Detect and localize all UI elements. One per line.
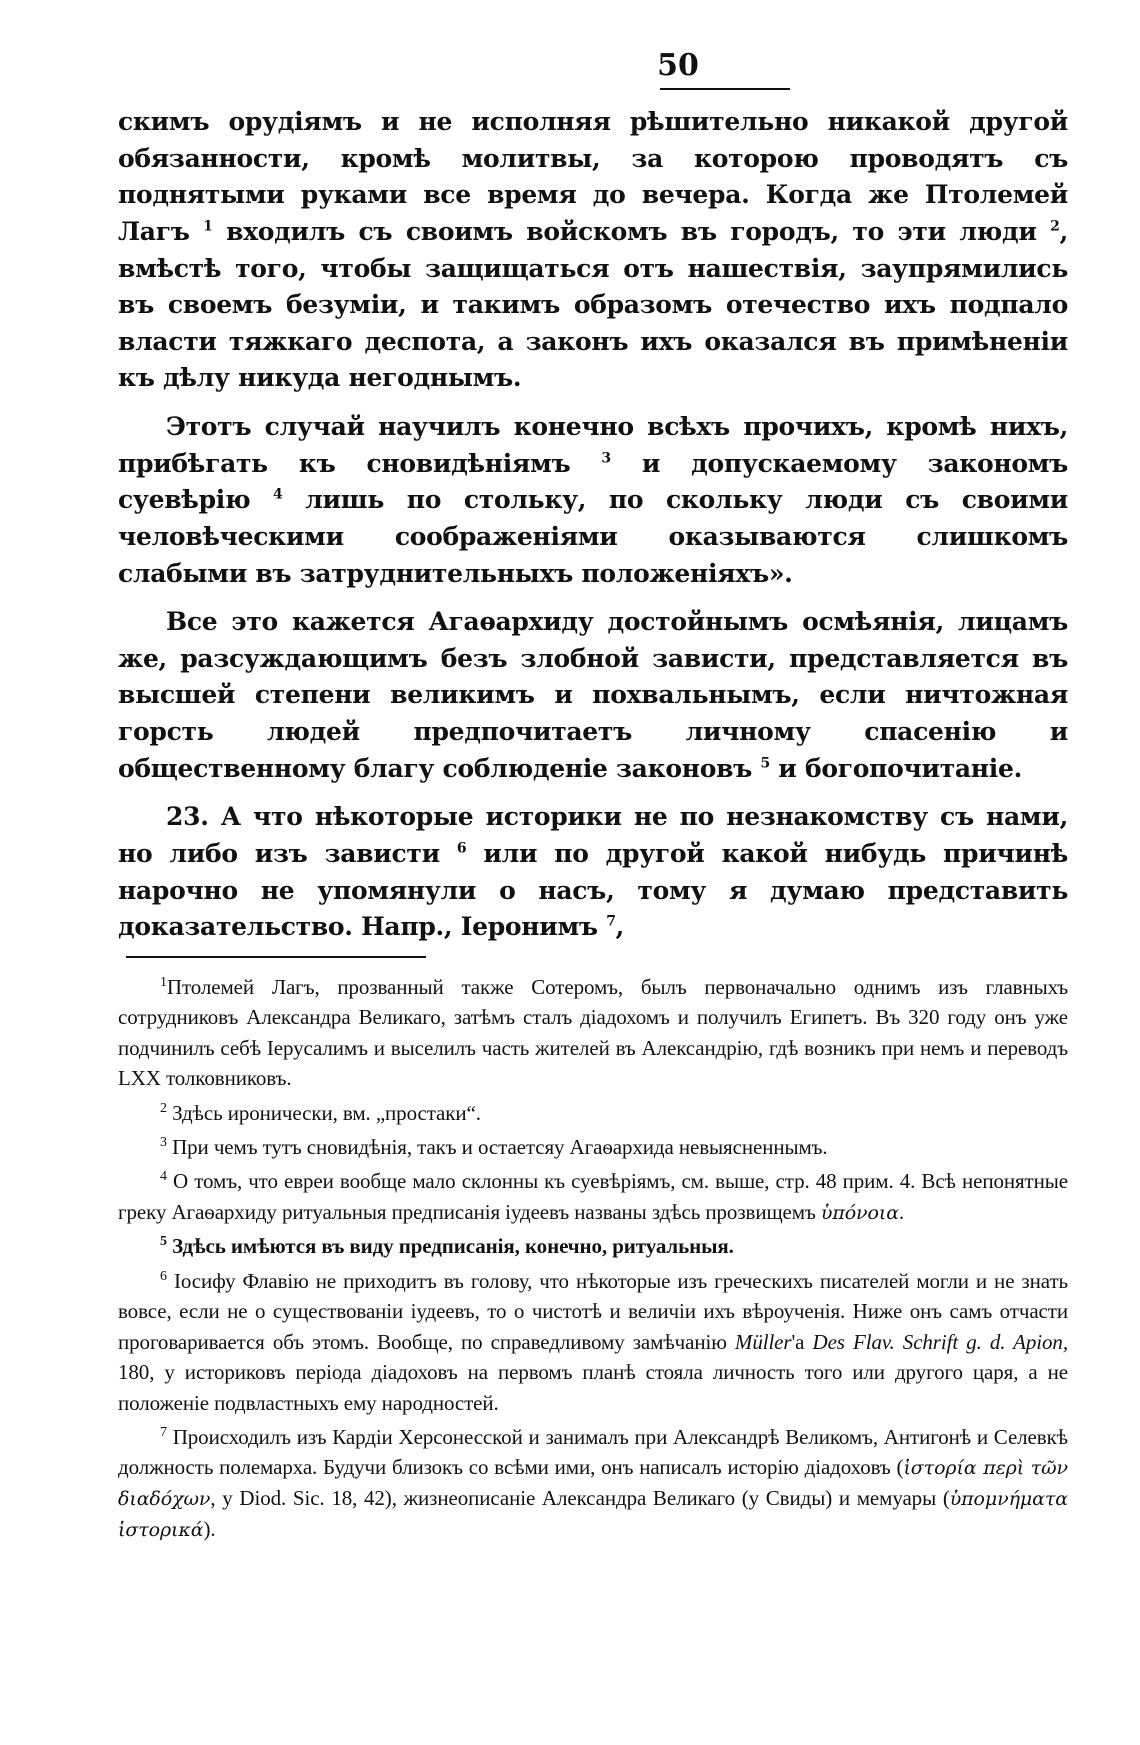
paragraph-1: скимъ орудіямъ и не исполняя рѣшительно никакой другой обязанности, кромѣ молитвы, за которою проводятъ съ поднятыми руками все время до вечера. Когда же Птолемей Лагъ $^1$ входилъ съ своимъ войскомъ въ городъ, то эти люди $^2$, вмѣстѣ того, чтобы защищаться отъ нашествія, заупрямились въ своемъ безуміи, и такимъ образомъ отечество ихъ подпало власти тяжкаго деспота, а законъ ихъ оказался въ примѣненіи къ дѣлу никуда негоднымъ. xyxy=(118,107,1069,393)
footnote-divider xyxy=(126,956,426,958)
paragraph-3: Все это кажется Агаѳархиду достойнымъ осмѣянія, лицамъ же, разсуждающимъ безъ злобной зависти, представляется въ высшей степени великимъ и похвальнымъ, если ничтожная горсть людей предпочитаетъ личному спасенію и общественному благу соблюденіе законовъ $^5$ и богопочитаніе. xyxy=(118,607,1068,783)
footnote-1: $^1$Птолемей Лагъ, прозванный также Сотеромъ, былъ первоначально однимъ изъ главныхъ сотрудниковъ Александра Великаго, затѣмъ сталъ діадохомъ и получилъ Египетъ. Въ 320 году онъ уже подчинилъ себѣ Іерусалимъ и выселилъ часть жителей въ Александрію, гдѣ возникъ при немъ и переводъ LXX толковниковъ. xyxy=(118,974,1068,1091)
footnote-6: $^6$ Іосифу Флавію не приходитъ въ голову, что нѣкоторые изъ греческихъ писателей могли и не знать вовсе, если не о существованіи іудеевъ, то о чистотѣ и величіи ихъ вѣроученія. Ниже онъ самъ отчасти проговаривается объ этомъ. Вообще, по справедливому замѣчанію Müller'а Des Flav. Schrift g. d. Apion, 180, у историковъ періода діадоховъ на первомъ планѣ стояла личность того или другого царя, а не положеніе подвластныхъ ему народностей. xyxy=(118,1268,1069,1415)
footnote-5: $^5$ Здѣсь имѣются въ виду предписанія, конечно, ритуальныя. xyxy=(160,1234,734,1259)
footnotes xyxy=(118,972,1068,1544)
paragraph-2: Этотъ случай научилъ конечно всѣхъ прочихъ, кромѣ нихъ, прибѣгать къ сновидѣніямъ $^3$ и допускаемому закономъ суевѣрію $^4$ лишь по стольку, по скольку люди съ своими человѣческими соображеніями оказываются слишкомъ слабыми въ затруднительныхъ положеніяхъ». xyxy=(118,412,1069,588)
footnote-ref-5[interactable]: 5 xyxy=(760,755,770,772)
footnote-ref-2[interactable]: 2 xyxy=(1050,218,1060,235)
footnote-ref-1[interactable]: 1 xyxy=(203,218,213,235)
footnote-ref-4[interactable]: 4 xyxy=(273,486,283,503)
main-text xyxy=(118,104,1068,946)
section-number: 23. xyxy=(166,802,209,832)
footnote-ref-6[interactable]: 6 xyxy=(456,840,467,857)
paragraph-4: 23. А что нѣкоторые историки не по незнакомству съ нами, но либо изъ зависти $^6$ или по другой какой нибудь причинѣ нарочно не упомянули о насъ, тому я думаю представить доказательство. Напр., Іеронимъ $^7$, xyxy=(118,802,1068,942)
footnote-ref-7[interactable]: 7 xyxy=(606,913,616,930)
footnote-4: $^4$ О томъ, что евреи вообще мало склонны къ суевѣріямъ, см. выше, стр. 48 прим. 4. Всѣ непонятные греку Агаѳархиду ритуальныя предписанія іудеевъ названы здѣсь прозвищемъ ὑπόνοια. xyxy=(118,1169,1068,1224)
footnote-7: $^7$ Происходилъ изъ Кардіи Херсонесской и занималъ при Александрѣ Великомъ, Антигонѣ и Селевкѣ должность полемарха. Будучи близокъ со всѣми ими, онъ написалъ исторію діадоховъ (ἱστορία περὶ τῶν διαδόχων, у Diod. Sic. 18, 42), жизнеописаніе Александра Великаго (у Свиды) и мемуары (ὑπομνήματα ἱστορικά). xyxy=(118,1424,1068,1541)
footnote-3: $^3$ При чемъ тутъ сновидѣнія, такъ и остаетсяу Агаѳархида невыясненнымъ. xyxy=(160,1134,828,1159)
page-number: 50 xyxy=(657,48,699,83)
footnote-2: $^2$ Здѣсь иронически, вм. „простаки“. xyxy=(160,1100,481,1125)
footnote-ref-3[interactable]: 3 xyxy=(601,450,611,467)
header-rule xyxy=(660,88,790,90)
